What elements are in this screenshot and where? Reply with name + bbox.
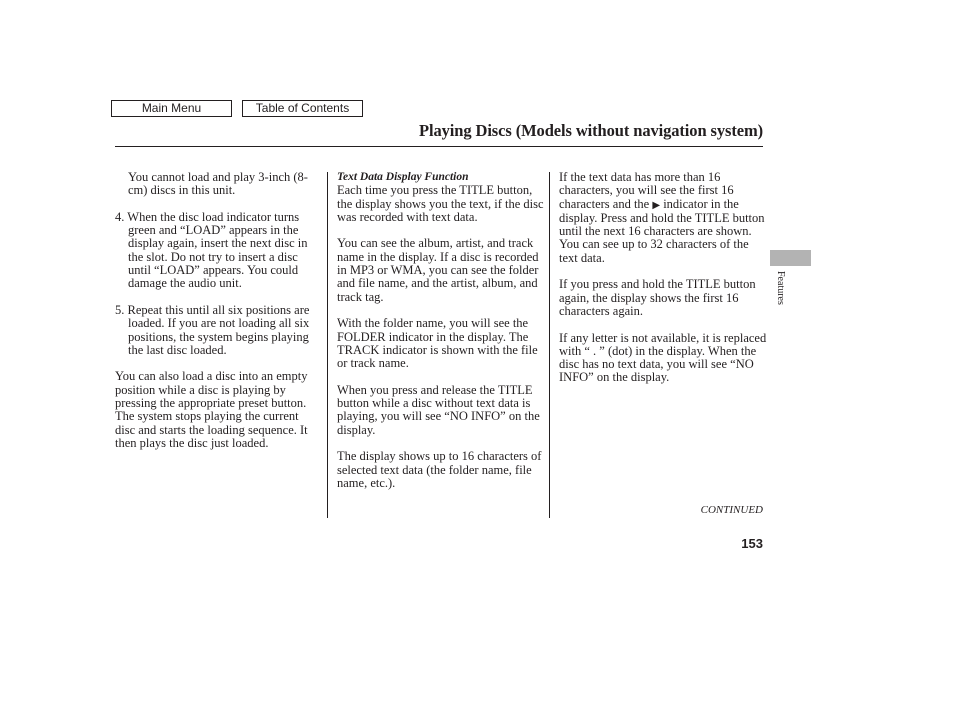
paragraph: When you press and release the TITLE button while a disc without text data is playing, you will see “NO INFO” on the display. — [337, 382, 540, 437]
column-1 — [115, 171, 320, 464]
section-heading: Text Data Display Function — [337, 171, 469, 183]
continued-label: CONTINUED — [700, 504, 763, 516]
column-divider-2 — [549, 172, 550, 518]
paragraph — [559, 171, 767, 265]
column-divider-1 — [327, 172, 328, 518]
section-label: Features — [775, 271, 786, 305]
column-2 — [337, 171, 545, 503]
disc-size-note: You cannot load and play 3-inch (8-cm) discs in this unit. — [128, 170, 308, 198]
load-while-playing-paragraph: You can also load a disc into an empty position while a disc is playing by pressing the appropriate preset button. The system stops playing the current disc and starts the loading sequence. It then plays the disc just loaded. — [115, 369, 308, 450]
column-3 — [559, 171, 767, 398]
step-4: 4. When the disc load indicator turns green and “LOAD” appears in the display again, insert the next disc in the slot. Do not try to insert a disc until “LOAD” appears. You could damage the audio unit. — [115, 209, 308, 291]
main-menu-button[interactable]: Main Menu — [111, 100, 232, 117]
paragraph: You can see the album, artist, and track name in the display. If a disc is recorded in MP3 or WMA, you can see the folder and file name, and the artist, album, and track tag. — [337, 236, 539, 304]
table-of-contents-button[interactable]: Table of Contents — [242, 100, 363, 117]
section-tab — [770, 250, 811, 266]
title-rule — [115, 146, 763, 147]
right-triangle-icon: ▶ — [652, 199, 661, 211]
paragraph: Each time you press the TITLE button, the display shows you the text, if the disc was recorded with text data. — [337, 183, 544, 224]
paragraph: If any letter is not available, it is replaced with “ . ” (dot) in the display. When the disc has no text data, you will see “NO INFO” on the display. — [559, 330, 767, 385]
page-title: Playing Discs (Models without navigation system) — [419, 121, 763, 140]
page-number: 153 — [741, 536, 763, 551]
step-5: 5. Repeat this until all six positions are loaded. If you are not loading all six positions, the system begins playing the last disc loaded. — [115, 302, 310, 357]
paragraph: If you press and hold the TITLE button again, the display shows the first 16 characters again. — [559, 277, 756, 318]
paragraph: The display shows up to 16 characters of selected text data (the folder name, file name, etc.). — [337, 449, 542, 490]
paragraph: With the folder name, you will see the FOLDER indicator in the display. The TRACK indicator is shown with the file or track name. — [337, 316, 538, 371]
text-run: indicator in the display. Press and hold the TITLE button until the next 16 characters are shown. You can see up to 32 characters of the text data. — [559, 196, 765, 265]
text-run: If the text data has more than 16 characters, you will see the first 16 characters and the — [559, 170, 734, 211]
